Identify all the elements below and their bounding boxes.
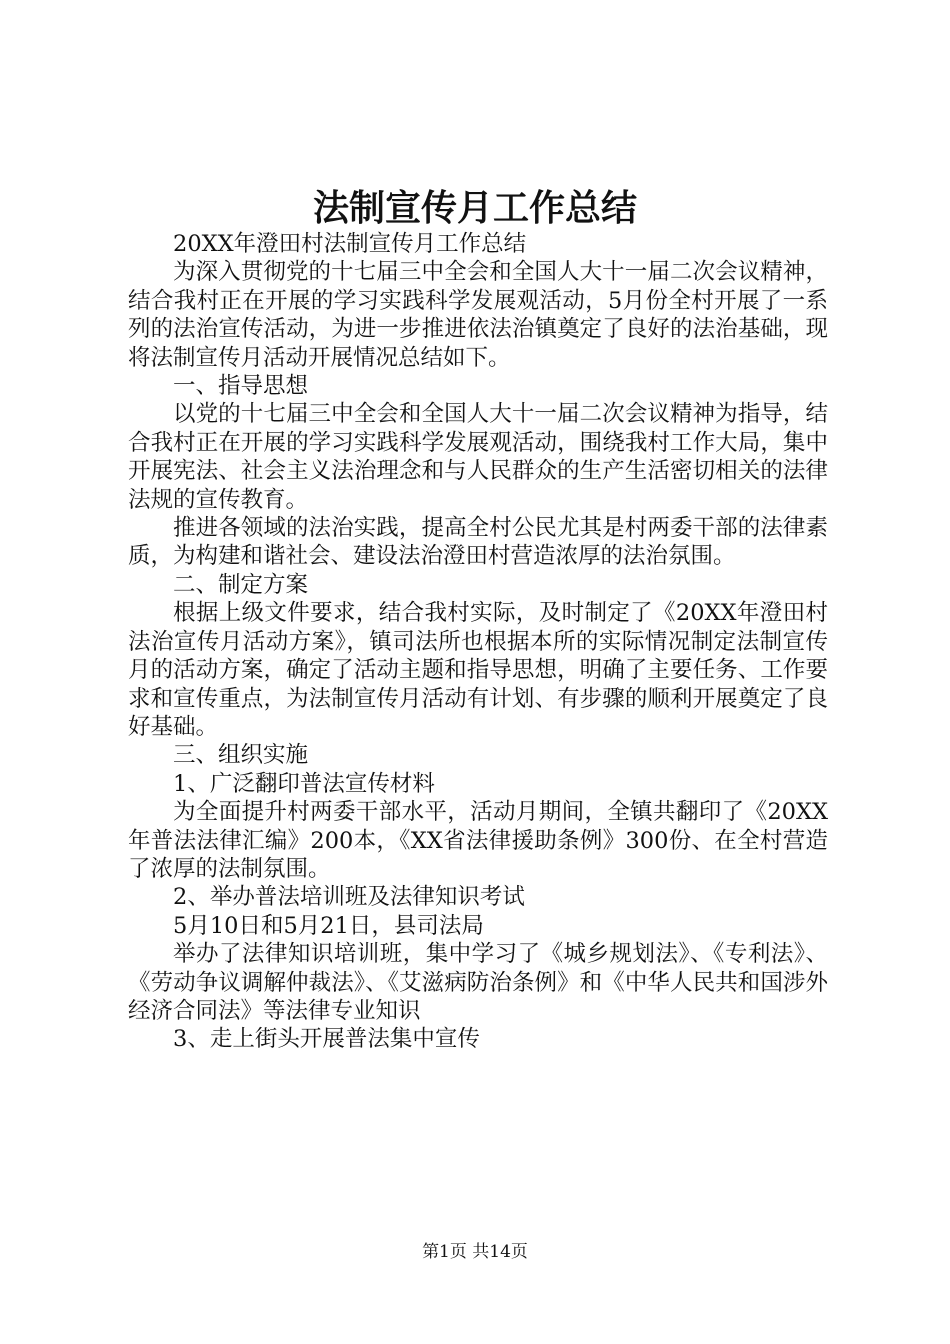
section-heading-2: 二、制定方案 [173, 571, 309, 598]
section-heading-1: 一、指导思想 [173, 373, 309, 400]
paragraph-guiding-thought: 以党的十七届三中全会和全国人大十一届二次会议精神为指导，结合我村正在开展的学习实践科学发展观活动，围绕我村工作大局，集中开展宪法、社会主义法治理念和与人民群众的生产生活密切相关的法律法规的宣传教育。 [128, 401, 828, 513]
paragraph-materials: 为全面提升村两委干部水平，活动月期间，全镇共翻印了《20XX年普法法律汇编》200本，《XX省法律援助条例》300份、在全村营造了浓厚的法制氛围。 [128, 799, 828, 882]
subheading-1: 1、广泛翻印普法宣传材料 [173, 770, 435, 797]
paragraph-plan: 根据上级文件要求，结合我村实际，及时制定了《20XX年澄田村法治宣传月活动方案》，镇司法所也根据本所的实际情况制定法制宣传月的活动方案，确定了活动主题和指导思想，明确了主要任务、工作要求和宣传重点，为法制宣传月活动有计划、有步骤的顺利开展奠定了良好基础。 [128, 600, 828, 740]
paragraph-heading-line: 20XX年澄田村法制宣传月工作总结 [173, 231, 527, 257]
paragraph-practice: 推进各领域的法治实践，提高全村公民尤其是村两委干部的法律素质，为构建和谐社会、建设法治澄田村营造浓厚的法治氛围。 [128, 515, 828, 570]
section-heading-3: 三、组织实施 [173, 742, 309, 769]
paragraph-training: 举办了法律知识培训班，集中学习了《城乡规划法》、《专利法》、《劳动争议调解仲裁法》、《艾滋病防治条例》和《中华人民共和国涉外经济合同法》等法律专业知识 [128, 941, 828, 1024]
page-footer: 第1页 共14页 [422, 1242, 528, 1262]
paragraph-intro: 为深入贯彻党的十七届三中全会和全国人大十一届二次会议精神，结合我村正在开展的学习实践科学发展观活动，5月份全村开展了一系列的法治宣传活动，为进一步推进依法治镇奠定了良好的法治基础，现将法制宣传月活动开展情况总结如下。 [128, 259, 828, 371]
subheading-3: 3、走上街头开展普法集中宣传 [173, 1026, 480, 1053]
subheading-2: 2、举办普法培训班及法律知识考试 [173, 884, 525, 911]
paragraph-dates: 5月10日和5月21日，县司法局 [173, 912, 484, 939]
document-body [128, 230, 828, 1054]
document-title: 法制宣传月工作总结 [312, 188, 637, 229]
